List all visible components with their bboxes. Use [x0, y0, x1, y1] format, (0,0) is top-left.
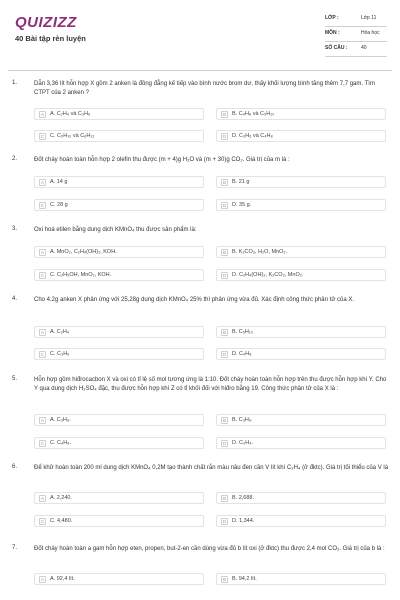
option-d[interactable]: [216, 437, 386, 449]
question-text: Oxi hoá etilen bằng dung dịch KMnO₄ thu được sản phẩm là:: [34, 227, 197, 233]
question-text: Dẫn 3,36 lít hỗn hợp X gồm 2 anken là đồng đẳng kế tiếp vào bình nước brom dư, thấy khối lượng bình tăng thêm 7,7 gam. Tìm CTPT của 2 anken ?: [34, 81, 375, 96]
meta-subject-value: Hóa học: [361, 30, 380, 36]
option-letter-box: A: [40, 180, 44, 185]
meta-subject-label: MÔN :: [325, 30, 340, 36]
option-letter-box: C: [40, 441, 45, 446]
option-c[interactable]: [34, 437, 204, 449]
option-a[interactable]: [34, 108, 204, 120]
option-letter-box: C: [40, 273, 45, 278]
option-b[interactable]: [216, 176, 386, 188]
question-text: Hỗn hợp gồm hiđrocacbon X và oxi có tỉ lệ số mol tương ứng là 1:10. Đốt cháy hoàn toàn hỗn hợp trên thu được hỗn hợp khí Y. Cho Y qua dung dịch H₂SO₄ đặc, thu được hỗn hợp khí Z có tỉ khối đối với hiđro bằng 19. Công thức phân tử của X là :: [34, 377, 387, 392]
option-text: B. C₃H₆.: [232, 417, 253, 423]
option-text: A. MnO₂, C₂H₄(OH)₂, KOH.: [50, 249, 117, 255]
option-d[interactable]: [216, 130, 386, 142]
option-a[interactable]: [34, 573, 204, 585]
question-number: 5.: [12, 376, 18, 382]
option-d[interactable]: [216, 199, 386, 211]
option-b[interactable]: [216, 246, 386, 258]
question-number: 7.: [12, 545, 18, 551]
meta-grade-label: LỚP :: [325, 15, 339, 21]
option-letter-box: A: [40, 250, 44, 255]
option-a[interactable]: [34, 246, 204, 258]
option-text: C. 28 g: [50, 202, 68, 208]
option-text: B. C₅H₁₀: [232, 329, 254, 335]
worksheet-header: [0, 0, 400, 70]
question-text: Đốt cháy hoàn toàn hỗn hợp 2 olefin thu được (m + 4)g H₂O và (m + 30)g CO₂. Giá trị của m là :: [34, 157, 290, 163]
meta-grade-value: Lớp 11: [361, 15, 377, 21]
option-d[interactable]: [216, 348, 386, 360]
question-text: Để khử hoàn toàn 200 ml dung dịch KMnO₄ 0,2M tạo thành chất rắn màu nâu đen cần V lít khí C₂H₄ (ở đktc). Giá trị tối thiểu của V là: [34, 465, 389, 471]
option-letter-box: A: [40, 577, 44, 582]
option-text: C. C₃H₆: [50, 351, 70, 357]
question-number: 3.: [12, 226, 18, 232]
option-text: A. 92,4 lít.: [50, 576, 75, 582]
option-text: D. C₄H₈: [232, 351, 252, 357]
option-text: D. 1,344.: [232, 518, 255, 524]
option-b[interactable]: [216, 573, 386, 585]
option-b[interactable]: [216, 108, 386, 120]
option-text: D. C₃H₆ và C₄H₈: [232, 133, 273, 139]
option-letter-box: A: [40, 496, 44, 501]
meta-divider: [325, 26, 387, 27]
option-letter-box: A: [40, 330, 44, 335]
option-text: D. C₃H₄.: [232, 440, 253, 446]
option-c[interactable]: [34, 269, 204, 281]
option-a[interactable]: [34, 414, 204, 426]
option-c[interactable]: [34, 130, 204, 142]
option-b[interactable]: [216, 492, 386, 504]
option-c[interactable]: [34, 515, 204, 527]
meta-count-value: 40: [361, 45, 367, 51]
option-text: C. 4,480.: [50, 518, 73, 524]
option-a[interactable]: [34, 176, 204, 188]
meta-divider: [325, 41, 387, 42]
option-letter-box: A: [40, 112, 44, 117]
option-a[interactable]: [34, 492, 204, 504]
question-number: 2.: [12, 156, 18, 162]
option-letter-box: B: [222, 250, 226, 255]
meta-divider: [325, 56, 387, 57]
option-letter-box: D: [222, 203, 227, 208]
option-c[interactable]: [34, 199, 204, 211]
option-text: A. C₃H₈.: [50, 417, 71, 423]
worksheet-title: 40 Bài tập rèn luyện: [15, 34, 86, 43]
option-text: B. K₂CO₃, H₂O, MnO₂.: [232, 249, 288, 255]
option-letter-box: D: [222, 273, 227, 278]
option-text: B. 94,2 lít.: [232, 576, 257, 582]
question-number: 4.: [12, 296, 18, 302]
option-b[interactable]: [216, 326, 386, 338]
option-letter-box: B: [222, 496, 226, 501]
option-letter-box: D: [222, 134, 227, 139]
option-text: D. C₂H₄(OH)₂, K₂CO₃, MnO₂.: [232, 272, 304, 278]
quizizz-logo: QUIZIZZ: [15, 14, 77, 31]
option-letter-box: D: [222, 519, 227, 524]
option-letter-box: B: [222, 112, 226, 117]
option-c[interactable]: [34, 348, 204, 360]
option-letter-box: D: [222, 441, 227, 446]
option-text: A. C₂H₄: [50, 329, 70, 335]
option-text: C. C₅H₁₀ và C₆H₁₂: [50, 133, 95, 139]
question-text: Cho 4,2g anken X phản ứng với 25,28g dung dịch KMnO₄ 25% thì phản ứng vừa đủ. Xác định công thức phân tử của X.: [34, 297, 355, 303]
question-number: 6.: [12, 464, 18, 470]
option-letter-box: B: [222, 418, 226, 423]
option-letter-box: B: [222, 180, 226, 185]
option-d[interactable]: [216, 269, 386, 281]
option-text: B. 21 g: [232, 179, 250, 185]
option-a[interactable]: [34, 326, 204, 338]
option-letter-box: B: [222, 330, 226, 335]
option-letter-box: C: [40, 352, 45, 357]
option-text: A. 2,240.: [50, 495, 73, 501]
header-divider: [8, 70, 392, 71]
option-letter-box: C: [40, 134, 45, 139]
option-text: B. 2,688.: [232, 495, 255, 501]
option-d[interactable]: [216, 515, 386, 527]
meta-count-label: SỐ CÂU :: [325, 45, 348, 51]
option-text: A. C₂H₄ và C₃H₆: [50, 111, 91, 117]
option-text: B. C₄H₈ và C₅H₁₀: [232, 111, 275, 117]
option-letter-box: A: [40, 418, 44, 423]
option-letter-box: C: [40, 519, 45, 524]
option-text: C. C₄H₈.: [50, 440, 72, 446]
option-b[interactable]: [216, 414, 386, 426]
option-text: D. 35 g.: [232, 202, 252, 208]
option-text: A. 14 g: [50, 179, 68, 185]
option-letter-box: D: [222, 352, 227, 357]
option-letter-box: C: [40, 203, 45, 208]
question-number: 1.: [12, 80, 18, 86]
question-text: Đốt cháy hoàn toàn a gam hỗn hợp eten, propen, but-2-en cần dùng vừa đủ b lít oxi (ở đktc) thu được 2,4 mol CO₂. Giá trị của b là :: [34, 546, 385, 552]
option-text: C. C₂H₅OH, MnO₂, KOH.: [50, 272, 112, 278]
option-letter-box: B: [222, 577, 226, 582]
